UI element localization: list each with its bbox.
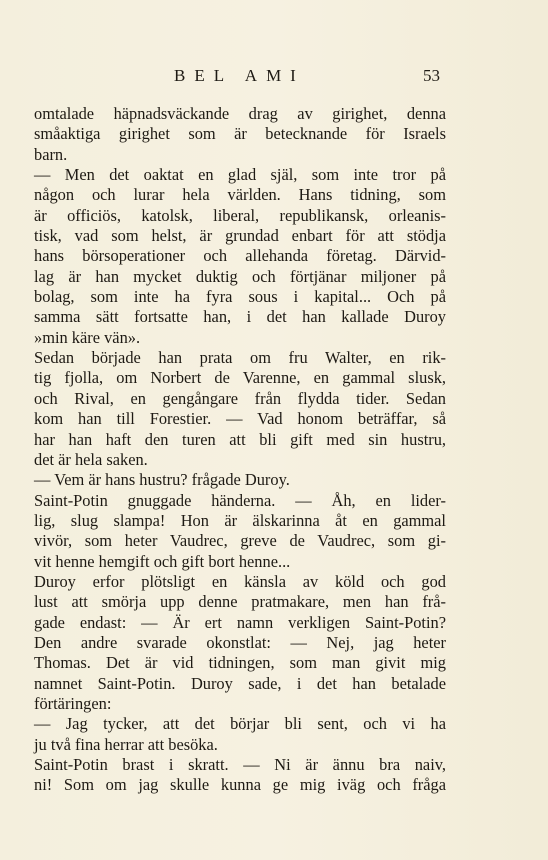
body-text — [34, 104, 446, 796]
text-line: småaktiga girighet som är betecknande för Israels — [34, 124, 446, 144]
text-line: Duroy erfor plötsligt en känsla av köld och god — [34, 571, 446, 591]
text-line: Saint-Potin brast i skratt. — Ni är ännu bra naiv, — [34, 755, 446, 774]
text-line: Den andre svarade okonstlat: — Nej, jag heter — [34, 632, 446, 652]
text-line: Thomas. Det är vid tidningen, som man givit mig — [34, 653, 446, 673]
text-line: någon och lurar hela världen. Hans tidning, som — [34, 185, 446, 205]
text-line: hans börsoperationer och allehanda företag. Därvid- — [34, 246, 446, 266]
text-line: det är hela saken. — [34, 449, 148, 469]
text-line: — Vem är hans hustru? frågade Duroy. — [34, 470, 290, 490]
text-line: tisk, vad som helst, är grundad enbart för att stödja — [34, 226, 446, 246]
text-line: gade endast: — Är ert namn verkligen Saint-Potin? — [34, 612, 446, 632]
page-number: 53 — [423, 66, 440, 85]
text-line: omtalade häpnadsväckande drag av girighet, denna — [34, 104, 446, 123]
text-line: samma sätt fortsatte han, i det han kallade Duroy — [34, 307, 446, 327]
text-line: — Jag tycker, att det börjar bli sent, och vi ha — [34, 714, 446, 734]
text-line: — Men det oaktat en glad själ, som inte tror på — [34, 165, 446, 185]
text-line: ju två fina herrar att besöka. — [34, 734, 218, 754]
text-line: barn. — [34, 144, 68, 164]
text-line: har han haft den turen att bli gift med sin hustru, — [34, 429, 446, 449]
text-line: bolag, som inte ha fyra sous i kapital... Och på — [34, 287, 446, 307]
text-line: förtäringen: — [34, 693, 112, 713]
text-line: ni! Som om jag skulle kunna ge mig iväg och fråga — [34, 775, 446, 795]
text-line: tig fjolla, om Norbert de Varenne, en gammal slusk, — [34, 368, 446, 388]
text-line: »min käre vän». — [34, 327, 141, 347]
text-line: lag är han mycket duktig och förtjänar miljoner på — [34, 266, 446, 286]
text-line: lig, slug slampa! Hon är älskarinna åt en gammal — [34, 510, 446, 530]
text-line: kom han till Forestier. — Vad honom beträffar, så — [34, 409, 446, 429]
text-line: Sedan började han prata om fru Walter, en rik- — [34, 348, 446, 368]
text-line: lust att smörja upp denne pratmakare, men han frå- — [34, 592, 446, 612]
text-line: namnet Saint-Potin. Duroy sade, i det han betalade — [34, 673, 446, 693]
text-line: vit henne hemgift och gift bort henne... — [34, 551, 291, 571]
text-line: vivör, som heter Vaudrec, greve de Vaudrec, som gi- — [34, 531, 446, 551]
running-title: BEL AMI — [174, 66, 305, 85]
text-line: Saint-Potin gnuggade händerna. — Åh, en lider- — [34, 490, 446, 510]
page-header — [0, 66, 548, 90]
text-line: och Rival, en gengångare från flydda tider. Sedan — [34, 388, 446, 408]
text-line: är officiös, katolsk, liberal, republikansk, orleanis- — [34, 205, 446, 225]
